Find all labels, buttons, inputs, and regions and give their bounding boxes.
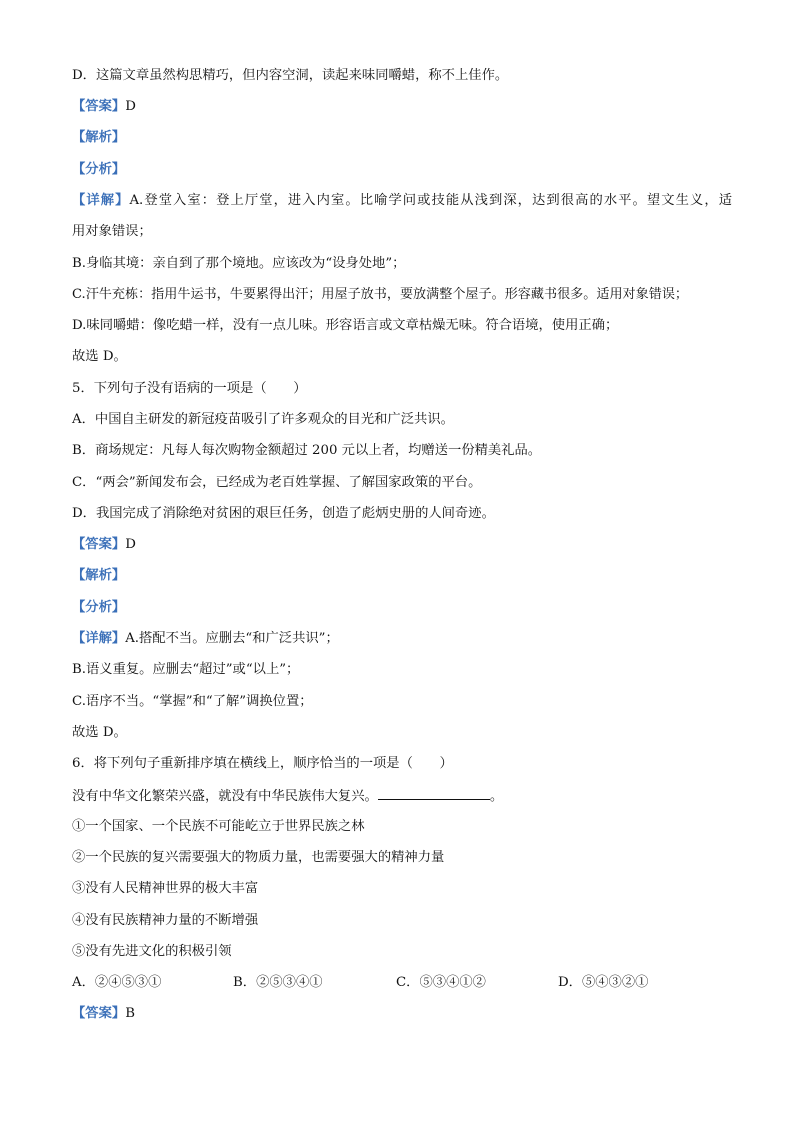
- q6-item-4: ④没有民族精神力量的不断增强: [72, 913, 259, 928]
- q6-item-2: ②一个民族的复兴需要强大的物质力量，也需要强大的精神力量: [72, 850, 445, 865]
- q5-jiexi-label: 【解析】: [72, 568, 126, 583]
- q6-item-5: ⑤没有先进文化的积极引领: [72, 944, 232, 959]
- answer-value: B: [125, 1006, 135, 1021]
- q5-answer: [72, 535, 732, 555]
- q4-detail-line2: 用对象错误；: [72, 224, 152, 239]
- q6-option-c: C．⑤③④①②: [396, 975, 486, 990]
- q6-item-1: ①一个国家、一个民族不可能屹立于世界民族之林: [72, 819, 365, 834]
- q5-option-a: A．中国自主研发的新冠疫苗吸引了许多观众的目光和广泛共识。: [72, 412, 454, 427]
- q4-detail-c: C.汗牛充栋：指用牛运书，牛要累得出汗；用屋子放书，要放满整个屋子。形容藏书很多。适用对象错误；: [72, 287, 689, 302]
- q5-detail-b: B.语义重复。应删去“超过”或“以上”；: [72, 662, 300, 677]
- detail-label: 【详解】: [72, 193, 130, 208]
- q5-option-b: B．商场规定：凡每人每次购物金额超过 200 元以上者，均赠送一份精美礼品。: [72, 443, 542, 458]
- q4-option-d: D．这篇文章虽然构思精巧，但内容空洞，读起来味同嚼蜡，称不上佳作。: [72, 68, 509, 83]
- answer-value: D: [125, 537, 136, 552]
- q6-option-d: D．⑤④③②①: [558, 975, 649, 990]
- q5-fenxi-label: 【分析】: [72, 600, 126, 615]
- q4-answer: [72, 97, 732, 117]
- answer-value: D: [125, 99, 136, 114]
- q4-conclusion: 故选 D。: [72, 349, 127, 364]
- q6-answer: [72, 1004, 732, 1024]
- fill-blank: [378, 785, 490, 800]
- q5-detail-a: 【详解】A.搭配不当。应删去“和广泛共识”；: [72, 631, 339, 646]
- q5-detail-c: C.语序不当。“掌握”和“了解”调换位置；: [72, 694, 313, 709]
- answer-label: 【答案】: [72, 1006, 126, 1021]
- q6-item-3: ③没有人民精神世界的极大丰富: [72, 881, 259, 896]
- q4-detail-line1: 【详解】A.登堂入室：登上厅堂，进入内室。比喻学问或技能从浅到深，达到很高的水平。望文生义，适: [72, 193, 732, 208]
- q5-option-d: D．我国完成了消除绝对贫困的艰巨任务，创造了彪炳史册的人间奇迹。: [72, 506, 495, 521]
- answer-label: 【答案】: [72, 99, 126, 114]
- q5-stem: 5．下列句子没有语病的一项是（ ）: [72, 381, 307, 396]
- q4-fenxi-label: 【分析】: [72, 162, 126, 177]
- q6-option-a: A．②④⑤③①: [72, 975, 162, 990]
- q6-option-b: B．②⑤③④①: [233, 975, 323, 990]
- q5-option-c: C．“两会”新闻发布会，已经成为老百姓掌握、了解国家政策的平台。: [72, 475, 482, 490]
- answer-label: 【答案】: [72, 537, 126, 552]
- q4-jiexi-label: 【解析】: [72, 130, 126, 145]
- q5-conclusion: 故选 D。: [72, 725, 127, 740]
- q6-sentence: 没有中华文化繁荣兴盛，就没有中华民族伟大复兴。 。: [72, 785, 732, 807]
- q4-detail-b: B.身临其境：亲自到了那个境地。应该改为“设身处地”；: [72, 256, 406, 271]
- q6-stem: 6．将下列句子重新排序填在横线上，顺序恰当的一项是（ ）: [72, 756, 453, 771]
- detail-label: 【详解】: [72, 631, 126, 646]
- q4-detail-d: D.味同嚼蜡：像吃蜡一样，没有一点儿味。形容语言或文章枯燥无味。符合语境，使用正确；: [72, 318, 619, 333]
